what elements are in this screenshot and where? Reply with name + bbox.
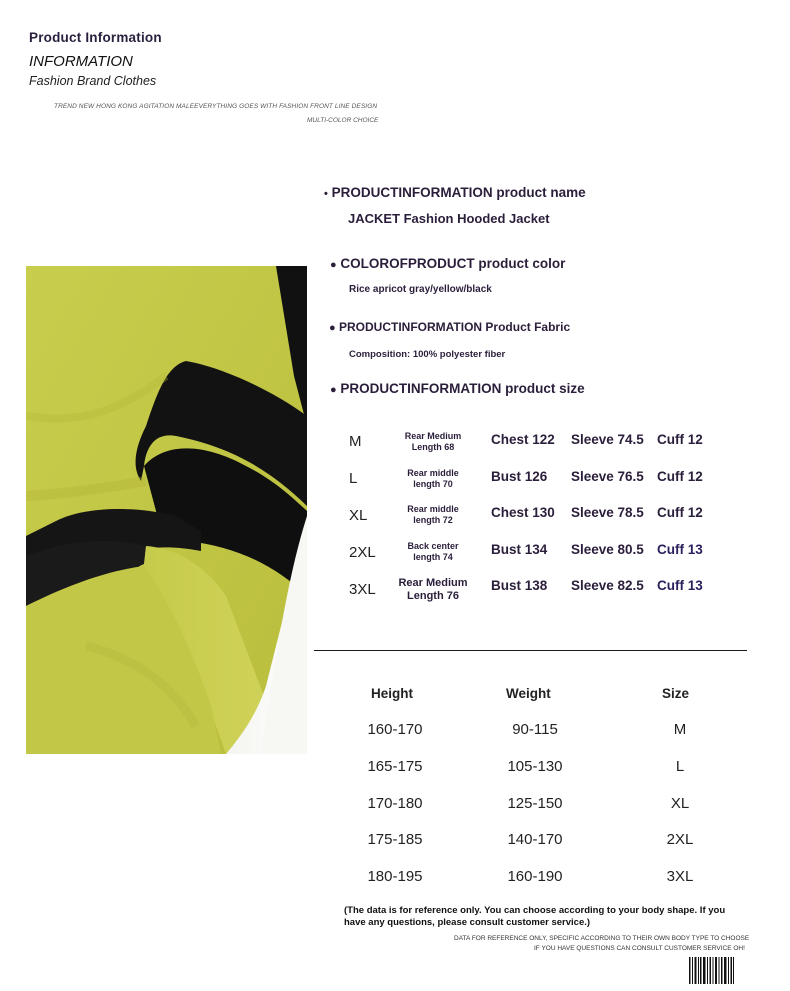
table-cell-size: 2XL	[666, 831, 694, 848]
product-name-heading	[324, 185, 586, 200]
table-cell-weight: 90-115	[512, 721, 558, 738]
chest-value: Bust 138	[491, 578, 548, 593]
table-header-height: Height	[371, 686, 413, 701]
section-divider	[314, 650, 747, 651]
size-label: L	[349, 470, 358, 487]
sleeve-value: Sleeve 80.5	[571, 542, 644, 557]
product-size-heading	[330, 381, 585, 396]
product-name-heading-text: PRODUCTINFORMATION product name	[331, 185, 586, 200]
length-line-1: Rear middle	[407, 504, 459, 514]
barcode-graphic	[689, 957, 734, 984]
reference-note: (The data is for reference only. You can choose according to your body shape. If you have any questions, please consult customer service.)	[344, 905, 726, 928]
table-cell-weight: 140-170	[507, 831, 563, 848]
header-information: INFORMATION	[29, 53, 133, 70]
size-label: M	[349, 433, 362, 450]
chest-value: Bust 134	[491, 542, 548, 557]
cuff-value: Cuff 12	[657, 469, 703, 484]
cuff-value: Cuff 13	[657, 542, 703, 557]
length-label	[395, 468, 471, 490]
sleeve-value: Sleeve 78.5	[571, 505, 644, 520]
length-line-1: Rear middle	[407, 468, 459, 478]
size-label: XL	[349, 507, 368, 524]
table-cell-height: 165-175	[367, 758, 423, 775]
bullet-icon: •	[324, 188, 328, 200]
product-color-value: Rice apricot gray/yellow/black	[349, 284, 492, 295]
size-row	[0, 505, 790, 535]
table-cell-height: 175-185	[367, 831, 423, 848]
bullet-icon: ●	[329, 322, 336, 334]
header-tagline-2: MULTI-COLOR CHOICE	[307, 117, 379, 124]
chest-value: Bust 126	[491, 469, 548, 484]
table-cell-weight: 160-190	[507, 868, 563, 885]
bullet-icon: ●	[330, 384, 337, 396]
table-cell-weight: 125-150	[507, 795, 563, 812]
size-row	[0, 469, 790, 499]
size-row	[0, 578, 790, 608]
header-title: Product Information	[29, 30, 162, 45]
length-label	[395, 504, 471, 526]
length-line-1: Rear Medium	[398, 577, 468, 589]
header-tagline: TREND NEW HONG KONG AGITATION MALEEVERYTHING GOES WITH FASHION FRONT LINE DESIGN	[54, 103, 378, 110]
length-label	[395, 541, 471, 563]
cuff-value: Cuff 12	[657, 505, 703, 520]
product-fabric-heading-text: PRODUCTINFORMATION Product Fabric	[339, 320, 571, 334]
product-fabric-heading	[329, 320, 570, 334]
cuff-value: Cuff 12	[657, 432, 703, 447]
cuff-value: Cuff 13	[657, 578, 703, 593]
length-line-2: length 72	[413, 515, 453, 525]
size-row	[0, 432, 790, 462]
length-line-2: length 74	[413, 552, 453, 562]
table-cell-size: M	[673, 721, 687, 738]
table-header-size: Size	[662, 686, 690, 701]
table-cell-size: 3XL	[666, 868, 694, 885]
length-line-1: Rear Medium	[404, 431, 462, 441]
header-brand: Fashion Brand Clothes	[29, 74, 157, 88]
sleeve-value: Sleeve 76.5	[571, 469, 644, 484]
product-color-heading	[330, 256, 565, 271]
length-label	[395, 431, 471, 453]
table-cell-weight: 105-130	[507, 758, 563, 775]
sleeve-value: Sleeve 74.5	[571, 432, 644, 447]
size-label: 3XL	[349, 581, 376, 598]
table-cell-size: L	[675, 758, 685, 775]
product-color-heading-text: COLOROFPRODUCT product color	[340, 256, 566, 271]
length-label	[395, 577, 471, 603]
fine-print-1: DATA FOR REFERENCE ONLY, SPECIFIC ACCORDING TO THEIR OWN BODY TYPE TO CHOOSE	[454, 935, 750, 942]
sleeve-value: Sleeve 82.5	[571, 578, 644, 593]
table-header-weight: Weight	[506, 686, 551, 701]
table-cell-height: 180-195	[367, 868, 423, 885]
table-cell-height: 170-180	[367, 795, 423, 812]
size-label: 2XL	[349, 544, 376, 561]
chest-value: Chest 122	[491, 432, 555, 447]
length-line-1: Back center	[407, 541, 459, 551]
product-size-heading-text: PRODUCTINFORMATION product size	[340, 381, 585, 396]
chest-value: Chest 130	[491, 505, 555, 520]
length-line-2: length 70	[413, 479, 453, 489]
size-row	[0, 542, 790, 572]
length-line-2: Length 76	[407, 590, 459, 602]
barcode-icon	[689, 957, 734, 984]
table-cell-size: XL	[670, 795, 690, 812]
table-cell-height: 160-170	[367, 721, 423, 738]
product-name-value: JACKET Fashion Hooded Jacket	[348, 211, 550, 226]
length-line-2: Length 68	[411, 442, 455, 452]
fine-print-2: IF YOU HAVE QUESTIONS CAN CONSULT CUSTOMER SERVICE OH!	[534, 945, 745, 952]
bullet-icon: ●	[330, 259, 337, 271]
product-fabric-value: Composition: 100% polyester fiber	[349, 349, 506, 360]
